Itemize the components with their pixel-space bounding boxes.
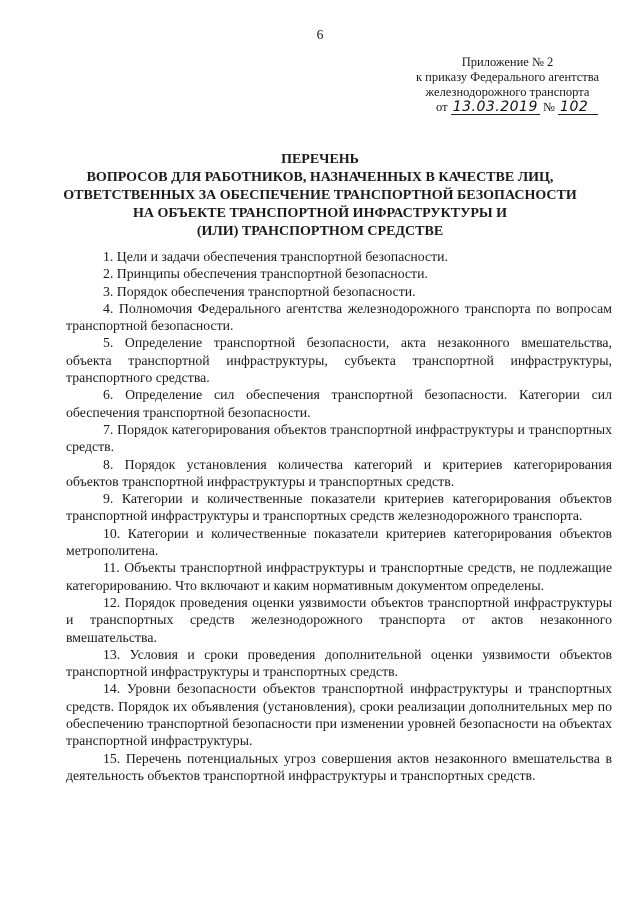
list-item: 3. Порядок обеспечения транспортной безопасности. [103,283,416,299]
list-item: 15. Перечень потенциальных угроз совершения актов незаконного вмешательства в деятельность объектов транспортной инфраструктуры и транспортных средств. [66,750,612,783]
list-item: 2. Принципы обеспечения транспортной безопасности. [103,266,428,282]
list-item: 7. Порядок категорирования объектов транспортной инфраструктуры и транспортных средств. [66,421,612,455]
heading-line-4: НА ОБЪЕКТЕ ТРАНСПОРТНОЙ ИНФРАСТРУКТУРЫ И [132,206,508,221]
list-item: 5. Определение транспортной безопасности, акта незаконного вмешательства, объекта транспортной инфраструктуры, субъекта транспортной инфраструктуры, транспортного средства. [66,335,612,386]
appendix-block [400,55,615,115]
list-item: 10. Категории и количественные показатели критериев категорирования объектов метрополитена. [66,525,612,559]
heading-line-2: ВОПРОСОВ ДЛЯ РАБОТНИКОВ, НАЗНАЧЕННЫХ В КАЧЕСТВЕ ЛИЦ, [86,170,554,185]
handwritten-number: 102 [558,100,598,115]
list-item: 11. Объекты транспортной инфраструктуры и транспортные средств, не подлежащие категорированию. Что включают и каким нормативным документом определены. [66,560,612,593]
appendix-agency-line: железнодорожного транспорта [425,85,590,99]
page-number: 6 [316,27,324,42]
list-item: 8. Порядок установления количества категорий и критериев категорирования объектов транспортной инфраструктуры и транспортных средств. [66,456,612,489]
heading-line-3: ОТВЕТСТВЕННЫХ ЗА ОБЕСПЕЧЕНИЕ ТРАНСПОРТНОЙ БЕЗОПАСНОСТИ [63,188,577,203]
list-item: 12. Порядок проведения оценки уязвимости объектов транспортной инфраструктуры и транспортных средств железнодорожного транспорта от актов незаконного вмешательства. [66,594,612,645]
list-item: 6. Определение сил обеспечения транспортной безопасности. Категории сил обеспечения транспортной безопасности. [66,387,612,420]
appendix-title: Приложение № 2 [461,55,554,69]
heading-line-1: ПЕРЕЧЕНЬ [281,152,359,167]
list-item: 1. Цели и задачи обеспечения транспортной безопасности. [103,249,448,264]
from-label: от [436,100,448,114]
appendix-order-line: к приказу Федерального агентства [415,70,600,84]
appendix-date-number-row [400,100,615,115]
document-heading [0,151,640,241]
heading-line-5: (ИЛИ) ТРАНСПОРТНОМ СРЕДСТВЕ [196,224,444,239]
list-item: 9. Категории и количественные показатели критериев категорирования объектов транспортной инфраструктуры и транспортных средств железнодорожного транспорта. [66,491,612,524]
handwritten-date: 13.03.2019 [452,99,538,115]
list-item: 14. Уровни безопасности объектов транспортной инфраструктуры и транспортных средств. Порядок их объявления (установления), сроки реализации дополнительных мер по обеспечению транспортной безопасности при изменении уровней безопасности на объектах транспортной инфраструктуры. [66,681,612,749]
number-label: № [542,100,555,114]
list-item: 13. Условия и сроки проведения дополнительной оценки уязвимости объектов транспортной инфраструктуры и транспортных средств. [66,646,612,680]
question-list [66,248,612,784]
list-item: 4. Полномочия Федерального агентства железнодорожного транспорта по вопросам транспортной безопасности. [66,300,612,334]
